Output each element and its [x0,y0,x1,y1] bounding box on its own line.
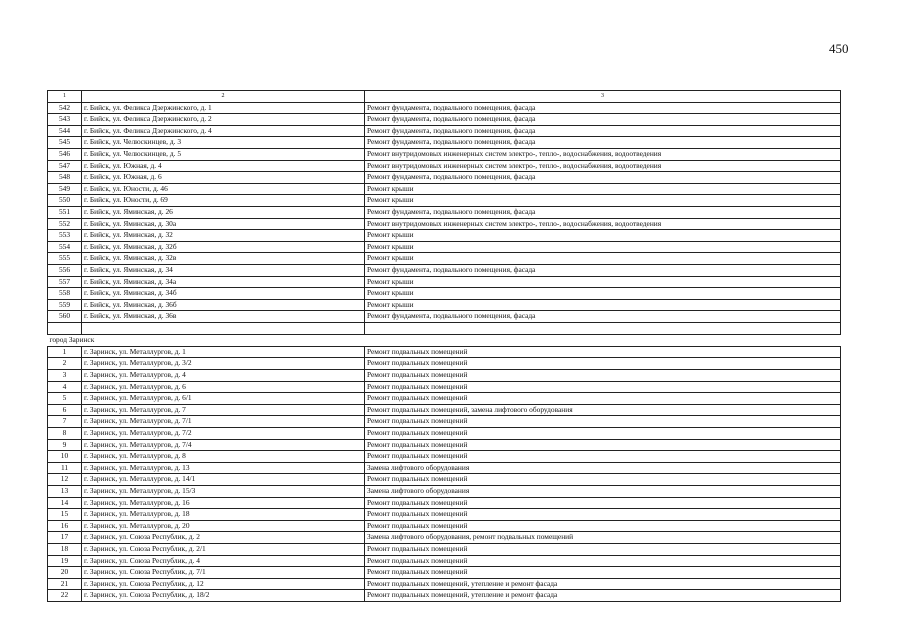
row-address: г. Бийск, ул. Яминская, д. 32 [82,230,365,242]
row-number: 22 [48,590,82,602]
table-row [48,276,841,288]
row-work-type: Ремонт подвальных помещений [365,543,841,555]
repair-register-table [47,90,841,602]
row-work-type: Ремонт фундамента, подвального помещения, фасада [365,102,841,114]
table-row [48,102,841,114]
row-address: г. Бийск, ул. Феликса Дзержинского, д. 4 [82,125,365,137]
table-row [48,218,841,230]
row-work-type: Ремонт подвальных помещений [365,509,841,521]
row-address: г. Бийск, ул. Юности, д. 69 [82,195,365,207]
row-number: 16 [48,520,82,532]
row-address: г. Заринск, ул. Металлургов, д. 15/3 [82,486,365,498]
row-address: г. Заринск, ул. Металлургов, д. 7/1 [82,416,365,428]
row-number: 559 [48,299,82,311]
row-address: г. Заринск, ул. Металлургов, д. 8 [82,451,365,463]
table-row [48,416,841,428]
row-address: г. Бийск, ул. Челюскинцев, д. 3 [82,137,365,149]
row-address: г. Бийск, ул. Яминская, д. 26 [82,206,365,218]
row-number: 555 [48,253,82,265]
row-address: г. Заринск, ул. Союза Республик, д. 18/2 [82,590,365,602]
table-row [48,462,841,474]
row-work-type: Ремонт подвальных помещений [365,428,841,440]
row-work-type: Ремонт крыши [365,288,841,300]
row-work-type: Ремонт подвальных помещений [365,439,841,451]
column-index-3: 3 [365,91,841,103]
row-number: 2 [48,358,82,370]
table-row [48,114,841,126]
row-address: г. Бийск, ул. Яминская, д. 32в [82,253,365,265]
row-work-type: Ремонт фундамента, подвального помещения, фасада [365,114,841,126]
row-address: г. Заринск, ул. Союза Республик, д. 12 [82,578,365,590]
blank-cell [48,322,82,334]
table-row [48,532,841,544]
row-work-type: Ремонт подвальных помещений [365,358,841,370]
table-row [48,299,841,311]
row-number: 8 [48,428,82,440]
row-address: г. Заринск, ул. Металлургов, д. 7/2 [82,428,365,440]
row-address: г. Заринск, ул. Металлургов, д. 6/1 [82,393,365,405]
row-work-type: Ремонт подвальных помещений [365,416,841,428]
row-work-type: Ремонт крыши [365,195,841,207]
table-row [48,497,841,509]
row-address: г. Бийск, ул. Феликса Дзержинского, д. 2 [82,114,365,126]
table-row [48,486,841,498]
row-address: г. Заринск, ул. Металлургов, д. 3/2 [82,358,365,370]
row-number: 5 [48,393,82,405]
table-row [48,590,841,602]
table-row [48,346,841,358]
row-address: г. Бийск, ул. Яминская, д. 36в [82,311,365,323]
row-number: 13 [48,486,82,498]
table-row [48,474,841,486]
row-number: 18 [48,543,82,555]
table-row [48,578,841,590]
row-address: г. Бийск, ул. Яминская, д. 30а [82,218,365,230]
row-address: г. Заринск, ул. Союза Республик, д. 7/1 [82,567,365,579]
row-work-type: Ремонт подвальных помещений, утепление и ремонт фасада [365,578,841,590]
row-work-type: Ремонт подвальных помещений [365,555,841,567]
table-row [48,183,841,195]
table-row [48,543,841,555]
blank-row [48,322,841,334]
row-number: 7 [48,416,82,428]
row-address: г. Бийск, ул. Феликса Дзержинского, д. 1 [82,102,365,114]
table-row [48,253,841,265]
row-number: 9 [48,439,82,451]
row-address: г. Бийск, ул. Яминская, д. 36б [82,299,365,311]
row-address: г. Бийск, ул. Челюскинцев, д. 5 [82,148,365,160]
row-number: 549 [48,183,82,195]
row-work-type: Ремонт подвальных помещений [365,370,841,382]
row-address: г. Заринск, ул. Металлургов, д. 1 [82,346,365,358]
row-work-type: Ремонт подвальных помещений [365,497,841,509]
row-work-type: Ремонт крыши [365,230,841,242]
row-address: г. Заринск, ул. Металлургов, д. 6 [82,381,365,393]
row-address: г. Бийск, ул. Яминская, д. 34а [82,276,365,288]
row-address: г. Заринск, ул. Металлургов, д. 20 [82,520,365,532]
table-row [48,311,841,323]
row-address: г. Заринск, ул. Союза Республик, д. 4 [82,555,365,567]
row-work-type: Замена лифтового оборудования, ремонт подвальных помещений [365,532,841,544]
row-work-type: Ремонт подвальных помещений [365,451,841,463]
row-address: г. Заринск, ул. Союза Республик, д. 2/1 [82,543,365,555]
row-work-type: Ремонт фундамента, подвального помещения, фасада [365,264,841,276]
row-work-type: Ремонт фундамента, подвального помещения, фасада [365,125,841,137]
row-work-type: Ремонт внутридомовых инженерных систем электро-, тепло-, водоснабжения, водоотведения [365,160,841,172]
row-number: 551 [48,206,82,218]
section-title: город Заринск [48,334,841,346]
row-number: 556 [48,264,82,276]
row-number: 11 [48,462,82,474]
row-number: 550 [48,195,82,207]
table-row [48,125,841,137]
row-number: 3 [48,370,82,382]
row-number: 547 [48,160,82,172]
row-work-type: Ремонт крыши [365,299,841,311]
row-address: г. Бийск, ул. Южная, д. 6 [82,172,365,184]
row-number: 560 [48,311,82,323]
table-row [48,381,841,393]
row-address: г. Заринск, ул. Металлургов, д. 14/1 [82,474,365,486]
table-row [48,439,841,451]
column-index-row [48,91,841,103]
table-row [48,555,841,567]
row-work-type: Ремонт крыши [365,276,841,288]
row-number: 548 [48,172,82,184]
column-index-1: 1 [48,91,82,103]
row-number: 15 [48,509,82,521]
row-number: 1 [48,346,82,358]
row-work-type: Ремонт подвальных помещений [365,381,841,393]
table-row [48,172,841,184]
table-row [48,195,841,207]
table-row [48,358,841,370]
row-number: 21 [48,578,82,590]
row-address: г. Заринск, ул. Металлургов, д. 16 [82,497,365,509]
table-row [48,148,841,160]
row-number: 12 [48,474,82,486]
table-row [48,370,841,382]
row-work-type: Ремонт крыши [365,241,841,253]
table-row [48,520,841,532]
row-work-type: Ремонт подвальных помещений [365,393,841,405]
blank-cell [365,322,841,334]
row-number: 542 [48,102,82,114]
row-number: 545 [48,137,82,149]
row-number: 554 [48,241,82,253]
row-work-type: Ремонт фундамента, подвального помещения, фасада [365,137,841,149]
row-work-type: Ремонт внутридомовых инженерных систем электро-, тепло-, водоснабжения, водоотведения [365,148,841,160]
row-work-type: Ремонт фундамента, подвального помещения, фасада [365,206,841,218]
row-work-type: Ремонт крыши [365,183,841,195]
row-number: 20 [48,567,82,579]
row-address: г. Заринск, ул. Союза Республик, д. 2 [82,532,365,544]
row-work-type: Замена лифтового оборудования [365,462,841,474]
row-work-type: Ремонт подвальных помещений [365,346,841,358]
table-row [48,509,841,521]
row-number: 6 [48,404,82,416]
row-address: г. Заринск, ул. Металлургов, д. 13 [82,462,365,474]
row-number: 557 [48,276,82,288]
table-row [48,137,841,149]
row-number: 546 [48,148,82,160]
row-work-type: Ремонт подвальных помещений [365,474,841,486]
page-number: 450 [829,41,849,56]
row-number: 4 [48,381,82,393]
row-address: г. Бийск, ул. Яминская, д. 32б [82,241,365,253]
table-row [48,393,841,405]
row-address: г. Заринск, ул. Металлургов, д. 7/4 [82,439,365,451]
row-work-type: Ремонт внутридомовых инженерных систем электро-, тепло-, водоснабжения, водоотведения [365,218,841,230]
row-number: 543 [48,114,82,126]
row-number: 10 [48,451,82,463]
row-address: г. Заринск, ул. Металлургов, д. 18 [82,509,365,521]
table-row [48,206,841,218]
table-row [48,264,841,276]
row-number: 552 [48,218,82,230]
table-row [48,288,841,300]
row-number: 17 [48,532,82,544]
row-number: 558 [48,288,82,300]
table-row [48,451,841,463]
row-address: г. Бийск, ул. Юности, д. 46 [82,183,365,195]
table-body [48,91,841,602]
row-number: 19 [48,555,82,567]
row-work-type: Ремонт крыши [365,253,841,265]
table-row [48,160,841,172]
table-row [48,230,841,242]
row-number: 553 [48,230,82,242]
row-address: г. Бийск, ул. Яминская, д. 34б [82,288,365,300]
row-work-type: Ремонт фундамента, подвального помещения, фасада [365,311,841,323]
table-row [48,241,841,253]
section-row [48,334,841,346]
table-row [48,404,841,416]
table-row [48,428,841,440]
row-work-type: Ремонт подвальных помещений [365,567,841,579]
row-address: г. Бийск, ул. Южная, д. 4 [82,160,365,172]
row-address: г. Заринск, ул. Металлургов, д. 4 [82,370,365,382]
row-number: 14 [48,497,82,509]
row-work-type: Ремонт фундамента, подвального помещения, фасада [365,172,841,184]
row-work-type: Ремонт подвальных помещений, утепление и ремонт фасада [365,590,841,602]
column-index-2: 2 [82,91,365,103]
row-address: г. Заринск, ул. Металлургов, д. 7 [82,404,365,416]
blank-cell [82,322,365,334]
row-number: 544 [48,125,82,137]
table-row [48,567,841,579]
row-work-type: Замена лифтового оборудования [365,486,841,498]
row-work-type: Ремонт подвальных помещений, замена лифтового оборудования [365,404,841,416]
row-work-type: Ремонт подвальных помещений [365,520,841,532]
row-address: г. Бийск, ул. Яминская, д. 34 [82,264,365,276]
